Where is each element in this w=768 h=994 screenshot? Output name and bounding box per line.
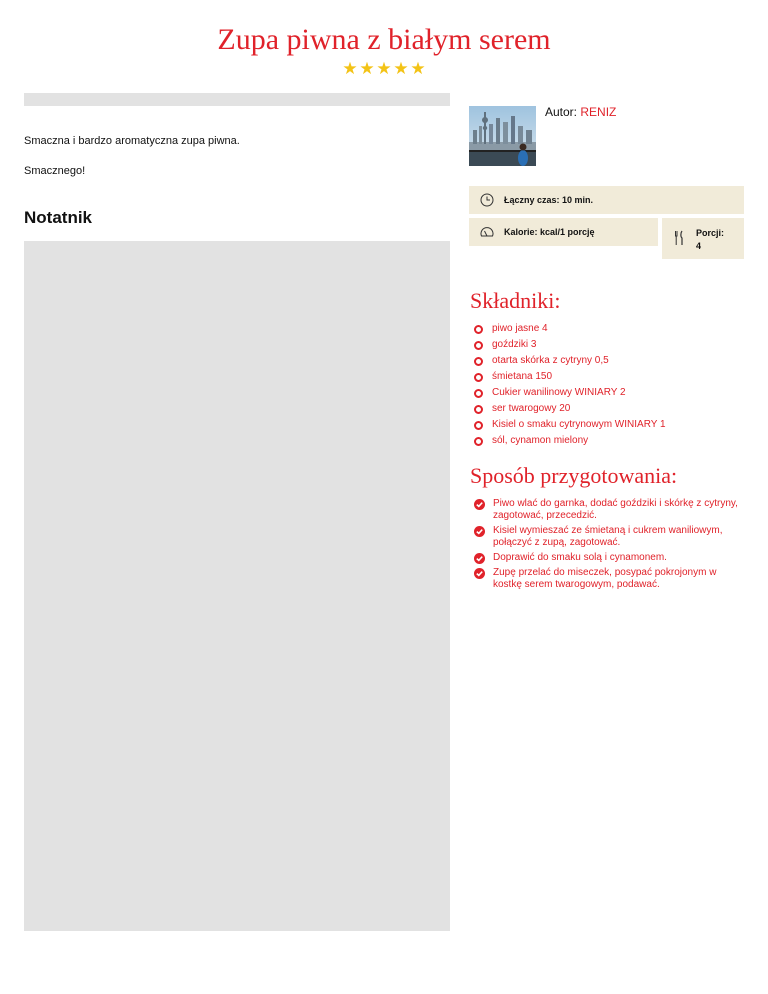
- check-circle-icon: [474, 568, 485, 579]
- gauge-icon: [480, 225, 494, 239]
- ingredient-item: [474, 337, 754, 353]
- star-icon[interactable]: ★: [376, 59, 392, 78]
- author-name-link[interactable]: RENIZ: [580, 105, 617, 119]
- notes-area[interactable]: [24, 241, 450, 931]
- ingredient-item: [474, 321, 754, 337]
- method-steps: [474, 498, 744, 594]
- method-step: [474, 552, 744, 564]
- bullet-circle-icon: [474, 405, 483, 414]
- bullet-circle-icon: [474, 437, 483, 446]
- star-icon[interactable]: ★: [393, 59, 409, 78]
- main-column: [24, 93, 450, 931]
- fork-knife-icon: [674, 230, 684, 246]
- ingredients-heading: Składniki:: [470, 288, 561, 313]
- rating-stars[interactable]: [0, 59, 768, 79]
- ingredient-item: [474, 401, 754, 417]
- star-icon[interactable]: ★: [410, 59, 426, 78]
- servings-box: [662, 218, 744, 259]
- bullet-circle-icon: [474, 325, 483, 334]
- description-text: Smaczna i bardzo aromatyczna zupa piwna.: [24, 135, 240, 147]
- total-time-box: [469, 186, 744, 214]
- method-heading: Sposób przygotowania:: [470, 463, 678, 488]
- star-icon[interactable]: ★: [359, 59, 375, 78]
- calories: Kalorie: kcal/1 porcję: [504, 227, 595, 237]
- bullet-circle-icon: [474, 389, 483, 398]
- servings: Porcji: 4: [696, 228, 725, 251]
- ingredient-text: Cukier wanilinowy WINIARY 2: [492, 387, 626, 398]
- notes-heading: Notatnik: [24, 208, 92, 227]
- check-circle-icon: [474, 499, 485, 510]
- method-step: [474, 498, 744, 522]
- description-closing: Smacznego!: [24, 165, 86, 177]
- recipe-description: [24, 106, 450, 241]
- ingredients-list: [474, 321, 754, 449]
- method-step: [474, 525, 744, 549]
- check-circle-icon: [474, 553, 485, 564]
- image-placeholder-strip: [24, 93, 450, 106]
- ingredient-item: [474, 433, 754, 449]
- author-avatar[interactable]: [469, 106, 536, 166]
- clock-icon: [480, 193, 494, 207]
- ingredient-text: ser twarogowy 20: [492, 403, 571, 414]
- recipe-title: Zupa piwna z białym serem: [217, 23, 551, 56]
- bullet-circle-icon: [474, 341, 483, 350]
- step-text: Doprawić do smaku solą i cynamonem.: [493, 552, 667, 563]
- servings-value: 4: [696, 241, 702, 251]
- step-text: Kisiel wymieszać ze śmietaną i cukrem waniliowym, połączyć z zupą, zagotować.: [493, 525, 723, 548]
- author-byline: Autor: RENIZ: [545, 105, 617, 119]
- ingredient-text: śmietana 150: [492, 371, 553, 382]
- bullet-circle-icon: [474, 421, 483, 430]
- bullet-circle-icon: [474, 357, 483, 366]
- ingredient-text: otarta skórka z cytryny 0,5: [492, 355, 609, 366]
- ingredient-item: [474, 353, 754, 369]
- star-icon[interactable]: ★: [342, 59, 358, 78]
- total-time: Łączny czas: 10 min.: [504, 195, 594, 205]
- ingredient-text: sól, cynamon mielony: [492, 435, 589, 446]
- calories-box: [469, 218, 658, 246]
- step-text: Zupę przelać do miseczek, posypać pokrojonym w kostkę serem twarogowym, podawać.: [493, 567, 717, 590]
- ingredient-item: [474, 385, 754, 401]
- bullet-circle-icon: [474, 373, 483, 382]
- method-step: [474, 567, 744, 591]
- ingredient-item: [474, 369, 754, 385]
- step-text: Piwo wlać do garnka, dodać goździki i skórkę z cytryny, zagotować, przecedzić.: [493, 498, 738, 521]
- ingredient-text: Kisiel o smaku cytrynowym WINIARY 1: [492, 419, 666, 430]
- ingredient-text: piwo jasne 4: [492, 323, 548, 334]
- check-circle-icon: [474, 526, 485, 537]
- ingredient-item: [474, 417, 754, 433]
- ingredient-text: goździki 3: [492, 339, 537, 350]
